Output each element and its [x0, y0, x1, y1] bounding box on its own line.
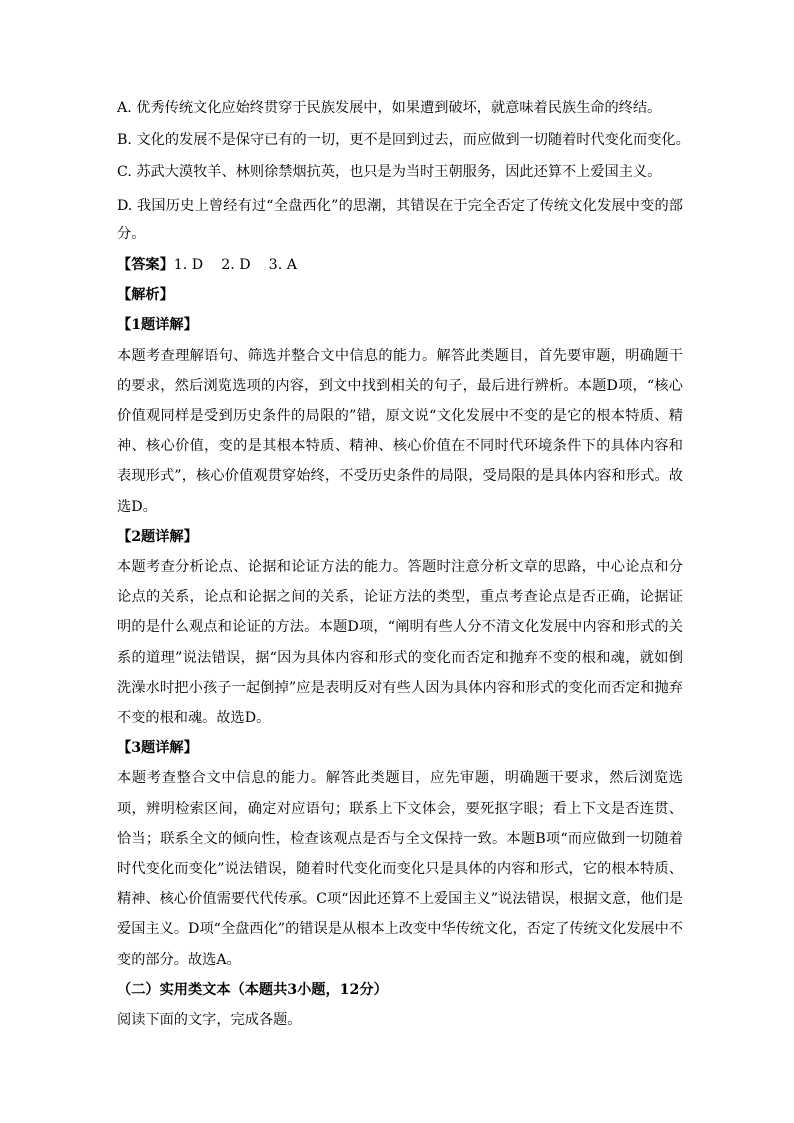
option-a: A. 优秀传统文化应始终贯穿于民族发展中，如果遭到破坏，就意味着民族生命的终结。 [117, 100, 662, 116]
options-list [117, 98, 690, 248]
section-1-title: 【1题详解】 [117, 317, 198, 334]
part-heading: （二）实用类文本（本题共3小题，12分） [117, 981, 388, 998]
analysis-label: 【解析】 [117, 287, 174, 304]
answer-line [117, 250, 683, 280]
section-2-title: 【2题详解】 [117, 528, 198, 545]
document-page [117, 98, 690, 1035]
option-c: C. 苏武大漠牧羊、林则徐禁烟抗英，也只是为当时王朝服务，因此还算不上爱国主义。 [117, 164, 662, 180]
instruction: 阅读下面的文字，完成各题。 [117, 1012, 302, 1029]
answer-value: 1. D 2. D 3. A [173, 257, 297, 273]
answer-label: 【答案】 [117, 257, 174, 273]
section-3-title: 【3题详解】 [117, 740, 198, 757]
section-2-body: 本题考查分析论点、论据和论证方法的能力。答题时注意分析文章的思路，中心论点和分论点的关系，论点和论据之间的关系，论证方法的类型，重点考查论点是否正确，论据证明的是什么观点和论证的方法。本题D项，“阐明有些人分不清文化发展中内容和形式的关系的道理”说法错误，据“因为具体内容和形式的变化而否定和抛弃不变的根和魂，就如倒洗澡水时把小孩子一起倒掉”应是表明反对有些人因为具体内容和形式的变化而否定和抛弃不变的根和魂。故选D。 [117, 559, 683, 727]
section-1-body: 本题考查理解语句、筛选并整合文中信息的能力。解答此类题目，首先要审题，明确题干的要求，然后浏览选项的内容，到文中找到相关的句子，最后进行辨析。本题D项，“核心价值观同样是受到历史条件的局限的”错，原文说“文化发展中不变的是它的根本特质、精神、核心价值，变的是其根本特质、精神、核心价值在不同时代环境条件下的具体内容和表现形式”，核心价值观贯穿始终，不受历史条件的局限，受局限的是具体内容和形式。故选D。 [117, 347, 683, 515]
option-b: B. 文化的发展不是保守已有的一切，更不是回到过去，而应做到一切随着时代变化而变化。 [117, 132, 690, 148]
option-d: D. 我国历史上曾经有过“全盘西化”的思潮，其错误在于完全否定了传统文化发展中变的部分。 [117, 198, 683, 242]
section-3-body: 本题考查整合文中信息的能力。解答此类题目，应先审题，明确题干要求，然后浏览选项，辨明检索区间，确定对应语句；联系上下文体会，要死抠字眼；看上下文是否连贯、恰当；联系全文的倾向性，检查该观点是否与全文保持一致。本题B项“而应做到一切随着时代变化而变化”说法错误，随着时代变化而变化只是具体的内容和形式，它的根本特质、精神、核心价值需要代代传承。C项“因此还算不上爱国主义”说法错误，根据文意，他们是爱国主义。D项“全盘西化”的错误是从根本上改变中华传统文化，否定了传统文化发展中不变的部分。故选A。 [117, 770, 683, 968]
